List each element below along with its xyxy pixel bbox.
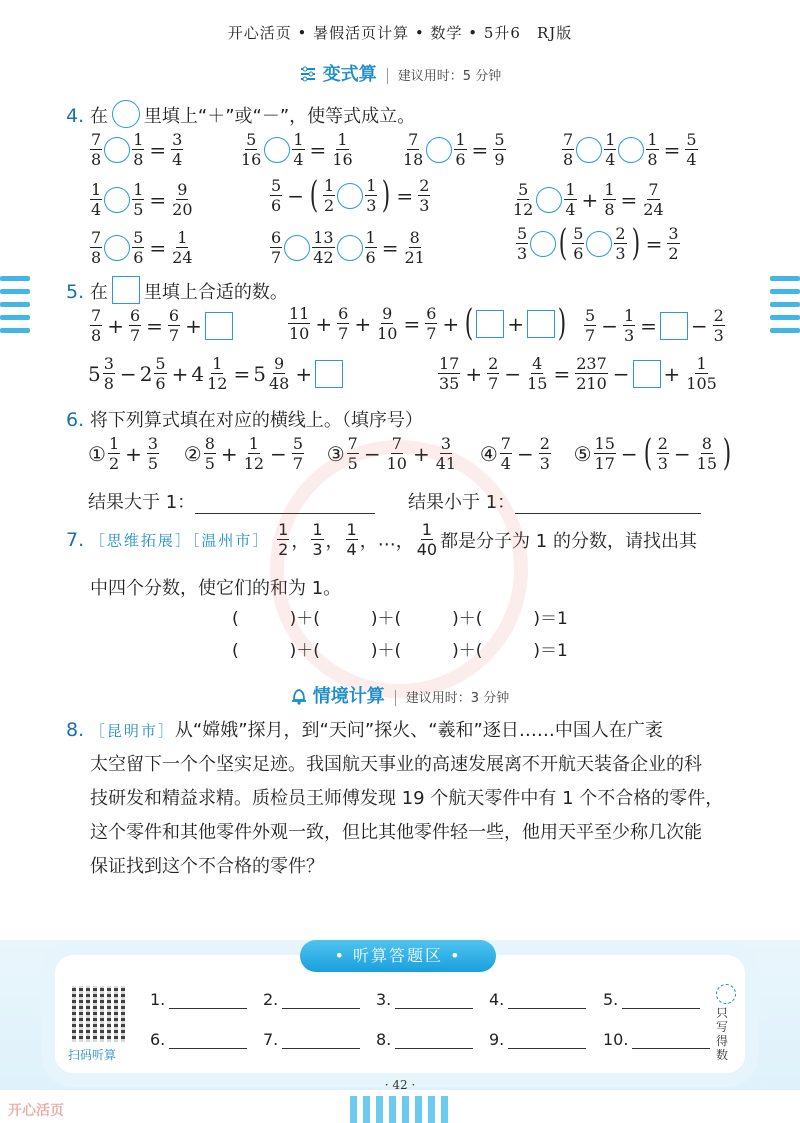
page-header: 开心活页 • 暑假活页计算 • 数学 • 5升6 RJ版	[227, 24, 573, 42]
answer-1[interactable]: 1.	[150, 990, 247, 1009]
q4-r2-e3: $\frac{5}{12}$ $\frac{1}{4}$ + $\frac{1}{8}$ = $\frac{7}{24}$	[513, 180, 664, 219]
blank-circle[interactable]	[104, 235, 130, 261]
blank-box[interactable]	[476, 310, 504, 338]
answer-8[interactable]: 8.	[376, 1030, 473, 1049]
q7-answer-line-2[interactable]: ( )＋( )＋( )＋( )＝1	[232, 641, 568, 661]
left-side-bars	[0, 276, 30, 341]
answer-9[interactable]: 9.	[489, 1030, 586, 1049]
answer-area-title: • 听算答题区 •	[300, 940, 496, 972]
blank-circle	[112, 100, 140, 128]
q5-e3: $\frac{5}{7}$ − $\frac{1}{3}$ = − $\frac{2}{3}$	[585, 306, 724, 345]
q5-e2: $\frac{11}{10}$ + $\frac{6}{7}$ + $\frac{9}{10}$ = $\frac{6}{7}$ + ( + )	[289, 303, 567, 344]
answer-4[interactable]: 4.	[489, 990, 586, 1009]
time-hint: 建议用时：3 分钟	[405, 691, 510, 706]
q7-answer-line-1[interactable]: ( )＋( )＋( )＋( )＝1	[232, 609, 568, 629]
blank-circle[interactable]	[618, 137, 644, 163]
q5-stem: 5. 在 里填上合适的数。	[66, 276, 288, 304]
q8-body: 8. ［昆明市］从“嫦娥”探月，到“天问”探火、“羲和”逐日……中国人在广袤 太空留下一个个坚实足迹。我国航天事业的高速发展离不开航天装备企业的科 技研发和精益求精。质检员王师傅发现 19 个航天零件中有 1 个不合格的零件， 这个零件和其他零件外观一致，但比其他零件轻一些，他用天平至少称几次能 保证找到这个不合格的零件？	[66, 719, 724, 877]
blank-circle[interactable]	[586, 231, 612, 257]
list-icon	[299, 66, 317, 86]
bottom-bars	[350, 1096, 450, 1123]
q4-r3-e1: $\frac{7}{8}$ $\frac{5}{6}$ = $\frac{1}{24}$	[91, 228, 193, 267]
answer-line-less[interactable]	[515, 495, 701, 514]
q5-e5: $\frac{17}{35}$ + $\frac{2}{7}$ − $\frac{4}{15}$ = $\frac{237}{210}$ − + $\frac{1}{105}$	[439, 354, 717, 393]
section-title: 变式算	[322, 64, 377, 85]
blank-box	[112, 276, 140, 304]
q6-less-row: 结果小于 1：	[408, 488, 701, 514]
q4-r1-e1: $\frac{7}{8}$ $\frac{1}{8}$ = $\frac{3}{4}$	[91, 130, 183, 169]
q4-r2-e2: $\frac{5}{6}$ − ( $\frac{1}{2}$ $\frac{1}{3}$ ) = $\frac{2}{3}$	[271, 175, 430, 216]
answer-3[interactable]: 3.	[376, 990, 473, 1009]
q7-stem-cont: 中四个分数，使它们的和为 1。	[90, 578, 342, 599]
right-side-bars	[770, 276, 800, 341]
q5-e1: $\frac{7}{8}$ + $\frac{6}{7}$ = $\frac{6}{7}$ +	[88, 308, 233, 344]
q4-r3-e2: $\frac{6}{7}$ $\frac{13}{42}$ $\frac{1}{6}$ = $\frac{8}{21}$	[271, 228, 425, 267]
q4-r3-e3: $\frac{5}{3}$ ( $\frac{5}{6}$ $\frac{2}{3}$ ) = $\frac{3}{2}$	[517, 223, 679, 264]
q4-r1-e2: $\frac{5}{16}$ $\frac{1}{4}$ = $\frac{1}{16}$	[241, 130, 353, 169]
q6-items: ① $\frac{1}{2}$ + $\frac{3}{5}$ ② $\frac{8}{5}$ + $\frac{1}{12}$ − $\frac{5}{7}$ ③ $\frac{7}{5}$ − $\frac{7}{10}$ + $\frac{3}{41}$ ④ $\frac{7}{4}$ − $\frac{2}{3}$ ⑤ $\frac{15}{17}$ − ( $\frac{2}{3}$ − $\frac{8}{15}$ )	[88, 433, 732, 474]
q4-stem: 4. 在 里填上“＋”或“－”，使等式成立。	[66, 100, 415, 128]
blank-box[interactable]	[315, 360, 343, 388]
bell-icon	[291, 687, 307, 709]
q5-e4: 5 $\frac{3}{8}$ − 2 $\frac{5}{6}$ + 4 $\frac{1}{12}$ = 5 $\frac{9}{48}$ +	[88, 356, 343, 392]
q4-r1-e3: $\frac{7}{18}$ $\frac{1}{6}$ = $\frac{5}{9}$	[403, 130, 505, 169]
blank-circle[interactable]	[104, 137, 130, 163]
q4-r2-e1: $\frac{1}{4}$ $\frac{1}{5}$ = $\frac{9}{20}$	[91, 180, 193, 219]
answer-5[interactable]: 5.	[603, 990, 700, 1009]
answer-7[interactable]: 7.	[263, 1030, 360, 1049]
blank-circle[interactable]	[536, 187, 562, 213]
blank-circle[interactable]	[104, 187, 130, 213]
blank-circle[interactable]	[337, 235, 363, 261]
blank-box[interactable]	[660, 312, 688, 340]
section-variant-title	[0, 60, 800, 86]
page-number: · 42 ·	[384, 1078, 416, 1092]
blank-box[interactable]	[527, 310, 555, 338]
blank-box[interactable]	[633, 360, 661, 388]
answer-2[interactable]: 2.	[263, 990, 360, 1009]
answer-panel	[55, 955, 745, 1073]
qr-label: 扫码听算	[68, 1048, 117, 1062]
blank-box[interactable]	[205, 312, 233, 340]
q6-greater-row: 结果大于 1：	[88, 488, 375, 514]
answer-6[interactable]: 6.	[150, 1030, 247, 1049]
section-title: 情境计算	[312, 686, 385, 707]
answer-10[interactable]: 10.	[603, 1030, 710, 1049]
side-note: 只写得数	[716, 1006, 729, 1062]
brand-watermark: 开心活页	[8, 1103, 64, 1119]
q4-r1-e4: $\frac{7}{8}$ $\frac{1}{4}$ $\frac{1}{8}$ = $\frac{5}{4}$	[563, 130, 697, 169]
section-context-title	[0, 682, 800, 709]
time-hint: 建议用时：5 分钟	[397, 69, 502, 84]
blank-circle[interactable]	[264, 137, 290, 163]
blank-circle[interactable]	[284, 235, 310, 261]
q6-stem: 6. 将下列算式填在对应的横线上。（填序号）	[66, 409, 423, 431]
arrow-icon	[716, 984, 736, 1004]
blank-circle[interactable]	[426, 137, 452, 163]
q7-stem: 7. ［思维拓展］［温州市］ $\frac{1}{2}$ ， $\frac{1}{3}$ ， $\frac{1}{4}$ ，…， $\frac{1}{40}$ 都是分子为 1 的分数，请找出其	[66, 520, 697, 559]
blank-circle[interactable]	[530, 231, 556, 257]
blank-circle[interactable]	[337, 183, 363, 209]
blank-circle[interactable]	[576, 137, 602, 163]
